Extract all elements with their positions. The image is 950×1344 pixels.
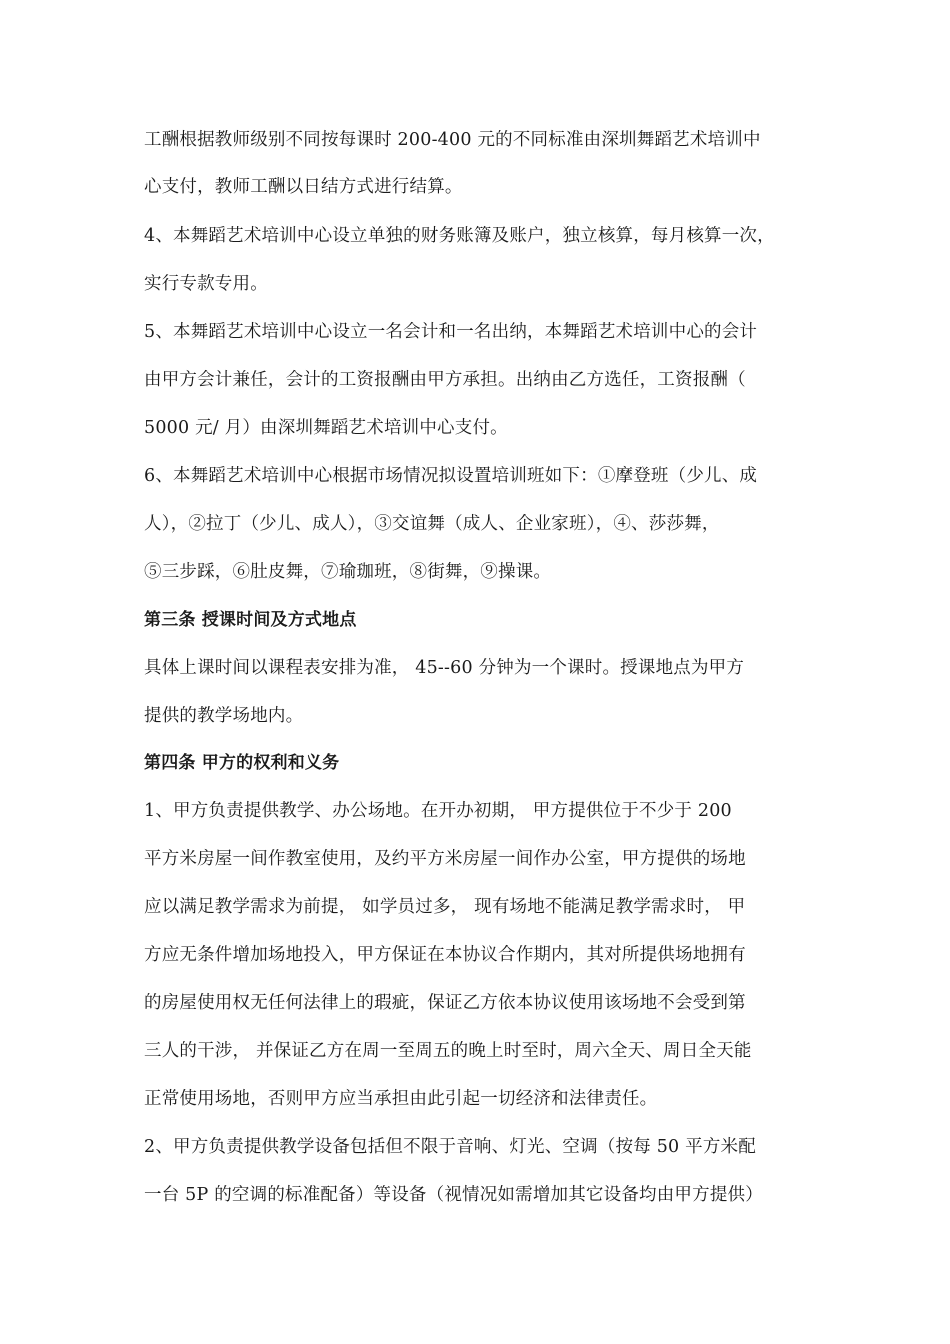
text-line: 实行专款专用。 <box>144 274 268 294</box>
text-line: 一台 5P 的空调的标准配备）等设备（视情况如需增加其它设备均由甲方提供） <box>144 1185 763 1205</box>
text-line: 6、本舞蹈艺术培训中心根据市场情况拟设置培训班如下：①摩登班（少儿、成 <box>144 466 758 486</box>
text-line: 心支付，教师工酬以日结方式进行结算。 <box>144 177 463 197</box>
text-line: 2、甲方负责提供教学设备包括但不限于音响、灯光、空调（按每 50 平方米配 <box>144 1137 756 1157</box>
text-line: 正常使用场地，否则甲方应当承担由此引起一切经济和法律责任。 <box>144 1089 658 1109</box>
text-line: 应以满足教学需求为前提， 如学员过多， 现有场地不能满足教学需求时， 甲 <box>144 897 746 917</box>
section-heading-3: 第三条 授课时间及方式地点 <box>144 610 357 630</box>
text-line: 1、甲方负责提供教学、办公场地。在开办初期， 甲方提供位于不少于 200 <box>144 801 732 821</box>
text-line: 人），②拉丁（少儿、成人），③交谊舞（成人、企业家班），④、莎莎舞， <box>144 514 720 534</box>
text-line: 由甲方会计兼任，会计的工资报酬由甲方承担。出纳由乙方选任，工资报酬（ <box>144 370 746 390</box>
text-line: 的房屋使用权无任何法律上的瑕疵，保证乙方依本协议使用该场地不会受到第 <box>144 993 746 1013</box>
text-line: 平方米房屋一间作教室使用，及约平方米房屋一间作办公室，甲方提供的场地 <box>144 849 746 869</box>
text-line: 工酬根据教师级别不同按每课时 200-400 元的不同标准由深圳舞蹈艺术培训中 <box>144 130 761 150</box>
text-line: 三人的干涉， 并保证乙方在周一至周五的晚上时至时，周六全天、周日全天能 <box>144 1041 752 1061</box>
text-line: 具体上课时间以课程表安排为准， 45--60 分钟为一个课时。授课地点为甲方 <box>144 658 745 678</box>
text-line: 5、本舞蹈艺术培训中心设立一名会计和一名出纳，本舞蹈艺术培训中心的会计 <box>144 322 758 342</box>
text-line: 5000 元/ 月）由深圳舞蹈艺术培训中心支付。 <box>144 418 508 438</box>
text-line: 方应无条件增加场地投入，甲方保证在本协议合作期内，其对所提供场地拥有 <box>144 945 746 965</box>
text-line: ⑤三步踩，⑥肚皮舞，⑦瑜珈班，⑧街舞，⑨操课。 <box>144 562 552 582</box>
text-line: 提供的教学场地内。 <box>144 706 304 726</box>
text-line: 4、本舞蹈艺术培训中心设立单独的财务账簿及账户，独立核算，每月核算一次， <box>144 226 775 246</box>
section-heading-4: 第四条 甲方的权利和义务 <box>144 753 340 773</box>
